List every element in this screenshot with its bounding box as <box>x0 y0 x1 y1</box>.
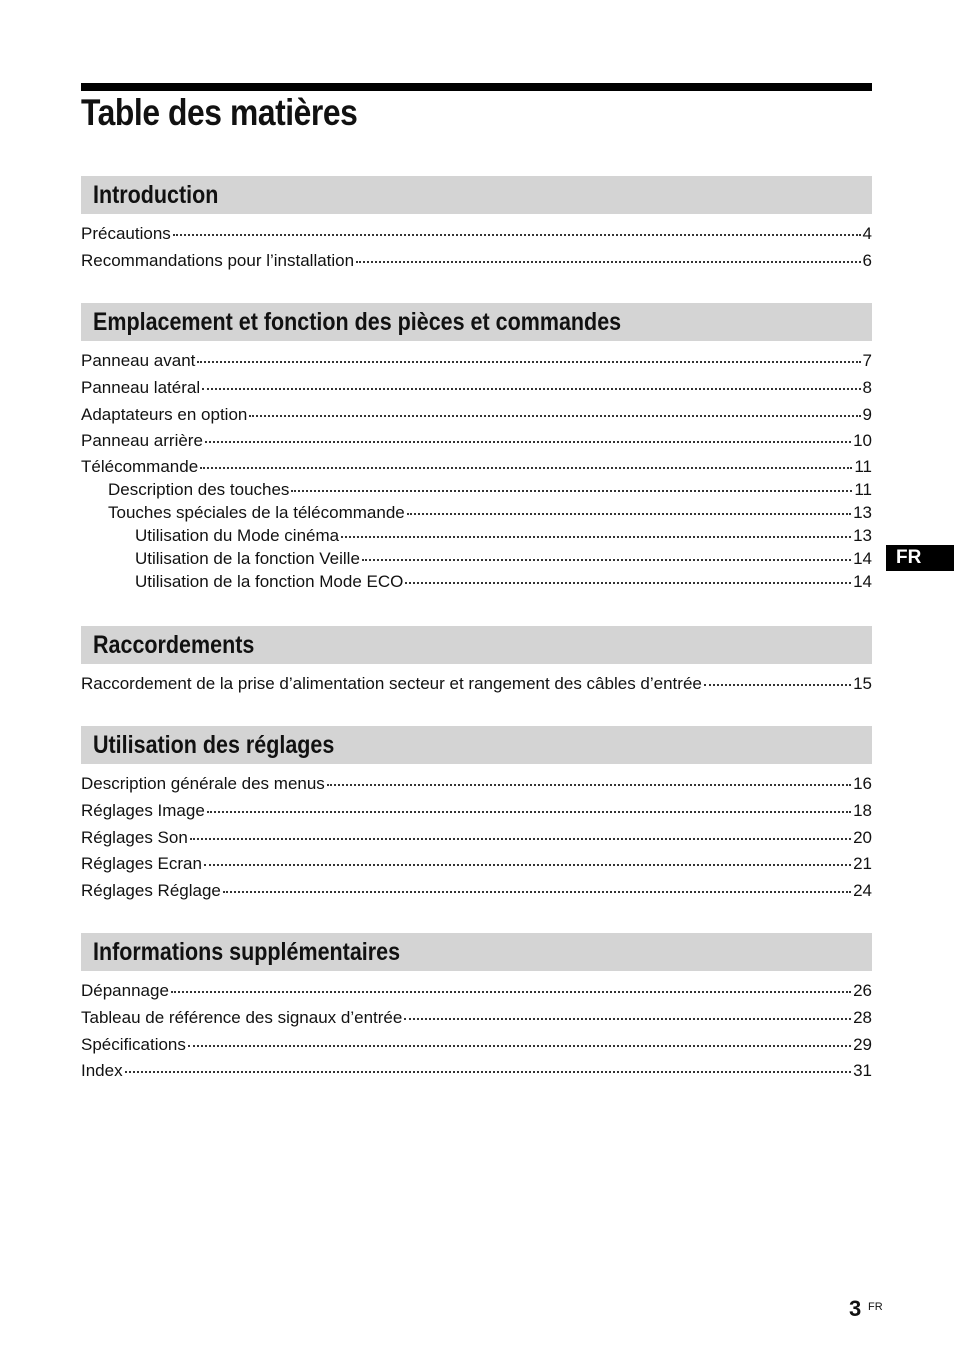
toc-entry[interactable]: Raccordement de la prise d’alimentation secteur et rangement des câbles d’entrée 15 <box>81 674 872 693</box>
toc-entry[interactable]: Recommandations pour l’installation 6 <box>81 250 872 270</box>
page-number: 3 <box>849 1296 862 1321</box>
toc-entry[interactable]: Réglages Son 20 <box>81 827 872 847</box>
toc-subentry[interactable]: Utilisation du Mode cinéma 13 <box>135 526 872 546</box>
title-rule <box>81 83 872 91</box>
toc-entry[interactable]: Panneau avant 7 <box>81 351 872 370</box>
toc-entry[interactable]: Réglages Image 18 <box>81 800 872 820</box>
toc-entry[interactable]: Précautions 4 <box>81 224 872 243</box>
toc-entry[interactable]: Réglages Réglage 24 <box>81 881 872 901</box>
toc-entry[interactable]: Réglages Ecran 21 <box>81 854 872 874</box>
toc-entry[interactable]: Index 31 <box>81 1061 872 1081</box>
toc-subentry[interactable]: Description des touches 11 <box>108 480 872 500</box>
section-reglages <box>81 726 872 905</box>
section-informations <box>81 933 872 1085</box>
toc-entry[interactable]: Panneau latéral 8 <box>81 377 872 397</box>
toc-entry[interactable]: Télécommande 11 <box>81 457 872 477</box>
page-title: Table des matières <box>81 92 358 133</box>
section-heading: Raccordements <box>81 626 872 664</box>
page-number-suffix: FR <box>868 1301 883 1313</box>
section-heading: Emplacement et fonction des pièces et commandes <box>81 303 872 341</box>
toc-entry[interactable]: Panneau arrière 10 <box>81 431 872 451</box>
toc-entry[interactable]: Description générale des menus 16 <box>81 774 872 793</box>
section-heading: Utilisation des réglages <box>81 726 872 764</box>
language-tab: FR <box>886 545 954 571</box>
toc-entry[interactable]: Spécifications 29 <box>81 1034 872 1054</box>
toc-entry[interactable]: Adaptateurs en option 9 <box>81 404 872 424</box>
section-emplacement <box>81 303 872 593</box>
toc-subentry[interactable]: Utilisation de la fonction Veille 14 <box>135 549 872 569</box>
section-raccordements <box>81 626 872 698</box>
toc-entry[interactable]: Dépannage 26 <box>81 981 872 1000</box>
toc-subentry[interactable]: Touches spéciales de la télécommande 13 <box>108 503 872 523</box>
toc-subentry[interactable]: Utilisation de la fonction Mode ECO 14 <box>135 572 872 592</box>
section-heading: Informations supplémentaires <box>81 933 872 971</box>
toc-entry[interactable]: Tableau de référence des signaux d’entrée 28 <box>81 1007 872 1027</box>
section-heading: Introduction <box>81 176 872 214</box>
section-introduction <box>81 176 872 275</box>
